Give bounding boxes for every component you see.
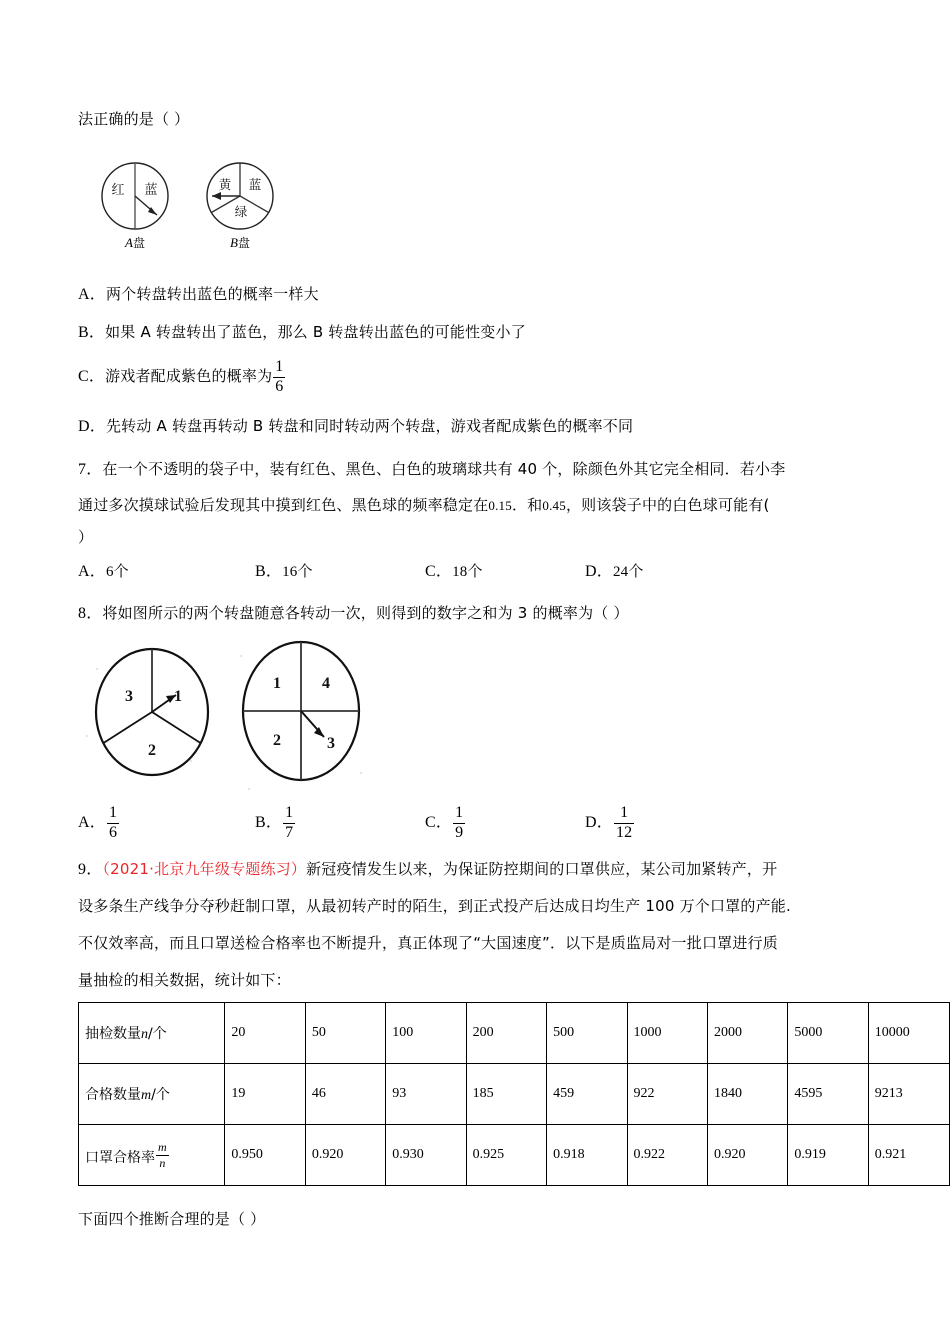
q8-option-d-fraction	[614, 805, 634, 842]
q7-option-b	[255, 560, 313, 584]
q6-option-b-letter: B．	[78, 324, 106, 341]
table-cell: 100	[386, 1003, 466, 1064]
q8-option-b-letter: B．	[255, 814, 283, 832]
q8-option-d-numerator: 1	[620, 804, 629, 821]
spinner-b-caption-word: 盘	[237, 236, 250, 250]
table-cell: 1840	[707, 1064, 787, 1125]
q9-line-4: 量抽检的相关数据，统计如下：	[78, 971, 291, 989]
svg-text:1: 1	[273, 675, 281, 692]
row-header-pass-rate-fraction	[156, 1141, 169, 1169]
mask-inspection-table	[78, 1002, 950, 1186]
q7-option-c-value: 18	[452, 564, 468, 580]
q6-option-c-letter: C．	[78, 368, 106, 386]
table-cell: 0.921	[868, 1125, 949, 1186]
q9-line-1	[78, 858, 777, 882]
table-cell: 10000	[868, 1003, 949, 1064]
svg-text:绿: 绿	[234, 204, 248, 219]
q6-option-c-fraction	[273, 359, 285, 396]
q6-option-b-text: 如果 A 转盘转出了蓝色，那么 B 转盘转出蓝色的可能性变小了	[105, 323, 526, 341]
q8-option-b	[255, 805, 296, 842]
svg-text:3: 3	[327, 735, 335, 752]
q7-option-c-letter: C．	[425, 563, 453, 580]
table-row	[79, 1125, 950, 1186]
svg-text:3: 3	[125, 688, 133, 705]
q8-option-d	[585, 805, 635, 842]
q7-line-2-before: 通过多次摸球试验后发现其中摸到红色、黑色球的频率稳定在	[78, 496, 489, 514]
q7-option-a-letter: A．	[78, 563, 106, 580]
q8-option-a-denominator: 6	[108, 823, 118, 841]
row-header-pass-rate-label: 口罩合格率	[85, 1149, 155, 1166]
table-cell: 19	[225, 1064, 305, 1125]
q8-option-b-fraction	[283, 805, 295, 842]
q7-option-d-letter: D．	[585, 563, 613, 580]
q9-closing-line: 下面四个推断合理的是（ ）	[78, 1210, 266, 1228]
scan-speck	[248, 788, 250, 790]
table-cell: 20	[225, 1003, 305, 1064]
q6-option-a-text: 两个转盘转出蓝色的概率一样大	[105, 285, 319, 303]
q7-option-d-value: 24	[612, 564, 629, 580]
q7-option-a	[78, 560, 129, 584]
table-cell: 4595	[788, 1064, 868, 1125]
q8-stem	[78, 602, 629, 626]
table-cell: 0.920	[305, 1125, 385, 1186]
svg-text:红: 红	[111, 183, 125, 198]
q9-line-1-text: 新冠疫情发生以来，为保证防控期间的口罩供应，某公司加紧转产，开	[306, 860, 778, 878]
q7-option-d	[585, 560, 644, 584]
table-row	[79, 1003, 950, 1064]
table-cell: 459	[547, 1064, 627, 1125]
q8-option-c-numerator: 1	[455, 804, 464, 821]
q8-option-c-fraction	[453, 805, 465, 842]
spinner-a-caption-letter: A	[125, 235, 133, 250]
q8-option-a	[78, 805, 120, 842]
q6-option-c-denominator: 6	[275, 377, 284, 395]
svg-text:2: 2	[273, 732, 281, 749]
table-cell: 0.930	[386, 1125, 466, 1186]
q7-option-c	[425, 560, 483, 584]
q6-option-c-numerator: 1	[275, 358, 284, 375]
q6-option-a	[78, 283, 319, 307]
pass-rate-numerator: m	[158, 1139, 167, 1154]
svg-text:1: 1	[174, 688, 182, 705]
row-header-qualified-count-label: 合格数量	[85, 1087, 141, 1103]
spinner-a-figure	[88, 158, 182, 250]
table-cell: 0.920	[707, 1125, 787, 1186]
q8-option-b-denominator: 7	[285, 823, 294, 841]
q7-line-2-after: ，则该袋子中的白色球可能有(	[565, 496, 770, 514]
q7-option-b-unit: 个	[297, 562, 313, 580]
q8-spinner-right-svg	[236, 638, 366, 786]
q9-line-2: 设多条生产线争分夺秒赶制口罩，从最初转产时的陌生，到正式投产后达成日均生产 100 万个口罩的产能.	[78, 897, 791, 915]
q8-option-c-letter: C．	[425, 814, 453, 832]
q6-option-d	[78, 415, 633, 439]
q8-option-a-letter: A．	[78, 814, 106, 832]
spinner-b-caption	[192, 234, 288, 251]
table-cell: 93	[386, 1064, 466, 1125]
row-header-sample-count-var: n	[141, 1027, 148, 1042]
q8-option-d-denominator: 12	[615, 823, 633, 841]
q8-option-b-numerator: 1	[285, 804, 294, 821]
table-cell: 0.919	[788, 1125, 868, 1186]
table-cell: 0.918	[547, 1125, 627, 1186]
table-cell: 185	[466, 1064, 546, 1125]
spinner-a-caption	[88, 234, 182, 251]
q8-option-c-denominator: 9	[455, 823, 464, 841]
svg-text:黄: 黄	[218, 177, 232, 192]
table-cell: 5000	[788, 1003, 868, 1064]
svg-text:蓝: 蓝	[248, 177, 262, 192]
spinner-a-caption-word: 盘	[132, 236, 145, 250]
table-cell: 2000	[707, 1003, 787, 1064]
q7-number: 7．	[78, 461, 103, 478]
table-cell: 9213	[868, 1064, 949, 1125]
q7-line-1	[78, 458, 785, 482]
q7-option-c-unit: 个	[467, 562, 483, 580]
q7-line-3: ）	[78, 528, 94, 546]
scan-speck	[86, 735, 88, 737]
table-cell: 200	[466, 1003, 546, 1064]
q6-option-d-letter: D．	[78, 418, 106, 435]
table-row	[79, 1064, 950, 1125]
spinner-b-caption-letter: B	[230, 235, 238, 250]
row-header-qualified-count	[79, 1064, 225, 1125]
q7-line-2-middle: ．和	[511, 496, 543, 514]
q6-option-c	[78, 359, 286, 396]
spinner-a-svg	[88, 158, 182, 236]
table-cell: 0.925	[466, 1125, 546, 1186]
table-cell: 0.950	[225, 1125, 305, 1186]
q7-option-a-value: 6	[105, 564, 114, 580]
table-cell: 500	[547, 1003, 627, 1064]
row-header-sample-count-unit: /个	[148, 1026, 167, 1042]
row-header-sample-count-label: 抽检数量	[85, 1026, 141, 1042]
q7-option-b-value: 16	[282, 564, 298, 580]
svg-text:4: 4	[322, 675, 330, 692]
table-cell: 50	[305, 1003, 385, 1064]
q8-spinner-left-svg	[92, 645, 212, 780]
svg-text:蓝: 蓝	[144, 183, 158, 198]
q6-option-c-text: 游戏者配成紫色的概率为	[105, 367, 273, 386]
table-cell: 922	[627, 1064, 707, 1125]
q7-frequency-value-2: 0.45	[542, 498, 566, 513]
q8-spinner-right-figure	[236, 638, 366, 786]
q7-option-a-unit: 个	[113, 562, 129, 580]
table-cell: 0.922	[627, 1125, 707, 1186]
q8-option-a-fraction	[107, 805, 119, 842]
q8-option-d-letter: D．	[585, 814, 613, 832]
q9-number: 9．	[78, 861, 103, 878]
row-header-pass-rate	[79, 1125, 225, 1186]
q6-stem-fragment: 法正确的是（ ）	[78, 110, 190, 128]
table-cell: 46	[305, 1064, 385, 1125]
q9-source-tag: （2021·北京九年级专题练习）	[102, 860, 307, 878]
q8-spinner-left-figure	[92, 645, 212, 780]
pass-rate-denominator: n	[159, 1155, 166, 1170]
q6-option-b	[78, 321, 526, 345]
svg-text:2: 2	[148, 742, 156, 759]
table-cell: 1000	[627, 1003, 707, 1064]
q8-stem-text: 将如图所示的两个转盘随意各转动一次，则得到的数字之和为 3 的概率为（ ）	[102, 604, 629, 622]
q6-option-a-letter: A．	[78, 286, 106, 303]
q9-line-3: 不仅效率高，而且口罩送检合格率也不断提升，真正体现了“大国速度”．以下是质监局对一批口罩进行质	[78, 934, 778, 952]
q7-line-1-text: 在一个不透明的袋子中，装有红色、黑色、白色的玻璃球共有 40 个，除颜色外其它完全相同．若小李	[102, 460, 786, 478]
q8-option-c	[425, 805, 466, 842]
q7-frequency-value-1: 0.15	[488, 498, 512, 513]
q7-option-d-unit: 个	[628, 562, 644, 580]
spinner-b-figure	[192, 158, 288, 250]
row-header-sample-count	[79, 1003, 225, 1064]
q7-line-2	[78, 494, 770, 517]
spinner-b-svg	[192, 158, 288, 236]
q7-option-b-letter: B．	[255, 563, 283, 580]
row-header-qualified-count-unit: /个	[151, 1087, 170, 1103]
q8-number: 8．	[78, 605, 103, 622]
row-header-qualified-count-var: m	[141, 1088, 152, 1103]
q8-option-a-numerator: 1	[108, 804, 118, 821]
q6-option-d-text: 先转动 A 转盘再转动 B 转盘和同时转动两个转盘，游戏者配成紫色的概率不同	[105, 417, 634, 435]
